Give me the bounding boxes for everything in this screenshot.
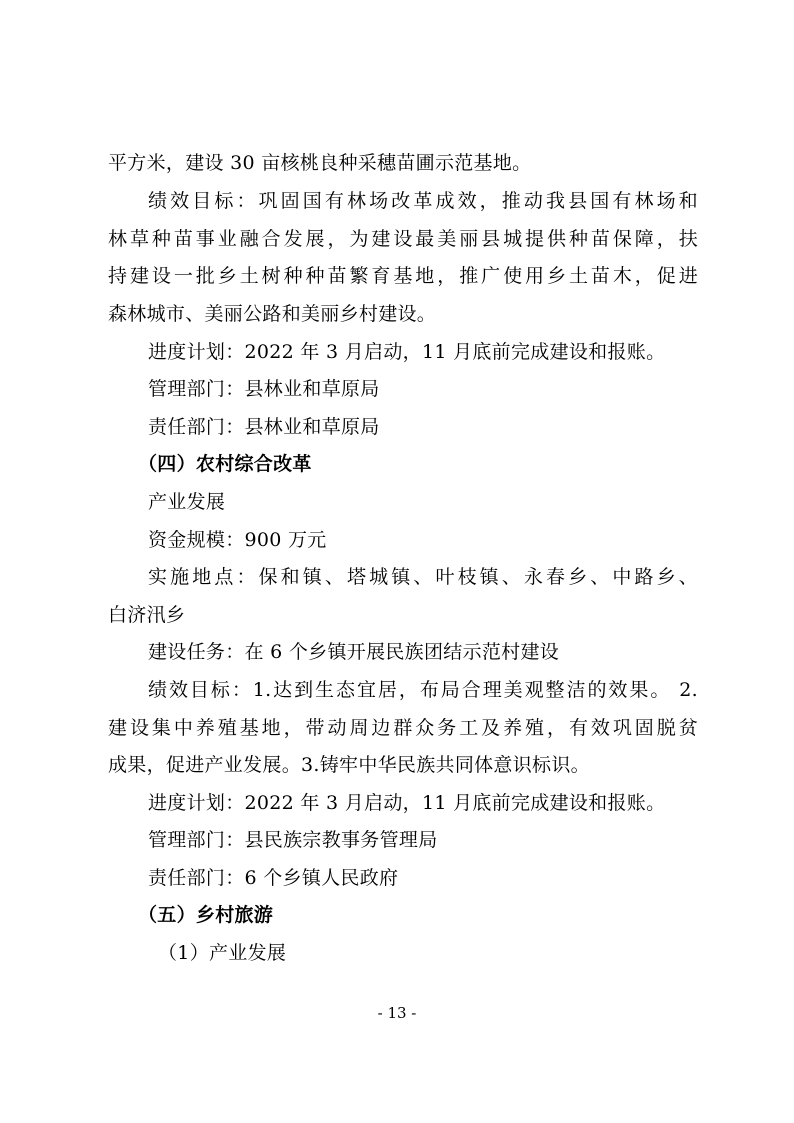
text-line: 实施地点：保和镇、塔城镇、叶枝镇、永春乡、中路乡、 bbox=[148, 566, 698, 588]
text-line: 建设集中养殖基地，带动周边群众务工及养殖，有效巩固脱贫 bbox=[108, 717, 698, 739]
text-line: 进度计划：2022 年 3 月启动，11 月底前完成建设和报账。 bbox=[148, 792, 666, 814]
text-line: 建设任务：在 6 个乡镇开展民族团结示范村建设 bbox=[148, 641, 560, 663]
text-line: 资金规模：900 万元 bbox=[148, 529, 327, 551]
subsection-heading: （1）产业发展 bbox=[158, 942, 287, 964]
text-line: 白济汛乡 bbox=[108, 604, 186, 626]
page-number: - 13 - bbox=[377, 1004, 417, 1022]
text-line: 森林城市、美丽公路和美丽乡村建设。 bbox=[108, 303, 437, 325]
text-line: 绩效目标：1.达到生态宜居，布局合理美观整洁的效果。 2. bbox=[148, 679, 698, 701]
text-line: 责任部门：县林业和草原局 bbox=[148, 416, 380, 438]
text-line: 成果，促进产业发展。3.铸牢中华民族共同体意识标识。 bbox=[108, 754, 590, 776]
text-line: 绩效目标：巩固国有林场改革成效，推动我县国有林场和 bbox=[148, 190, 698, 212]
text-line: 产业发展 bbox=[148, 491, 226, 513]
text-line: 林草种苗事业融合发展，为建设最美丽县城提供种苗保障，扶 bbox=[108, 228, 698, 250]
section-heading: （四）农村综合改革 bbox=[138, 453, 312, 475]
text-line: 平方米，建设 30 亩核桃良种采穗苗圃示范基地。 bbox=[108, 152, 532, 174]
section-heading: （五）乡村旅游 bbox=[138, 904, 274, 926]
text-line: 管理部门：县林业和草原局 bbox=[148, 378, 380, 400]
text-line: 进度计划：2022 年 3 月启动，11 月底前完成建设和报账。 bbox=[148, 341, 666, 363]
text-line: 持建设一批乡土树种种苗繁育基地，推广使用乡土苗木，促进 bbox=[108, 265, 698, 287]
text-line: 管理部门：县民族宗教事务管理局 bbox=[148, 829, 438, 851]
text-line: 责任部门：6 个乡镇人民政府 bbox=[148, 867, 399, 889]
